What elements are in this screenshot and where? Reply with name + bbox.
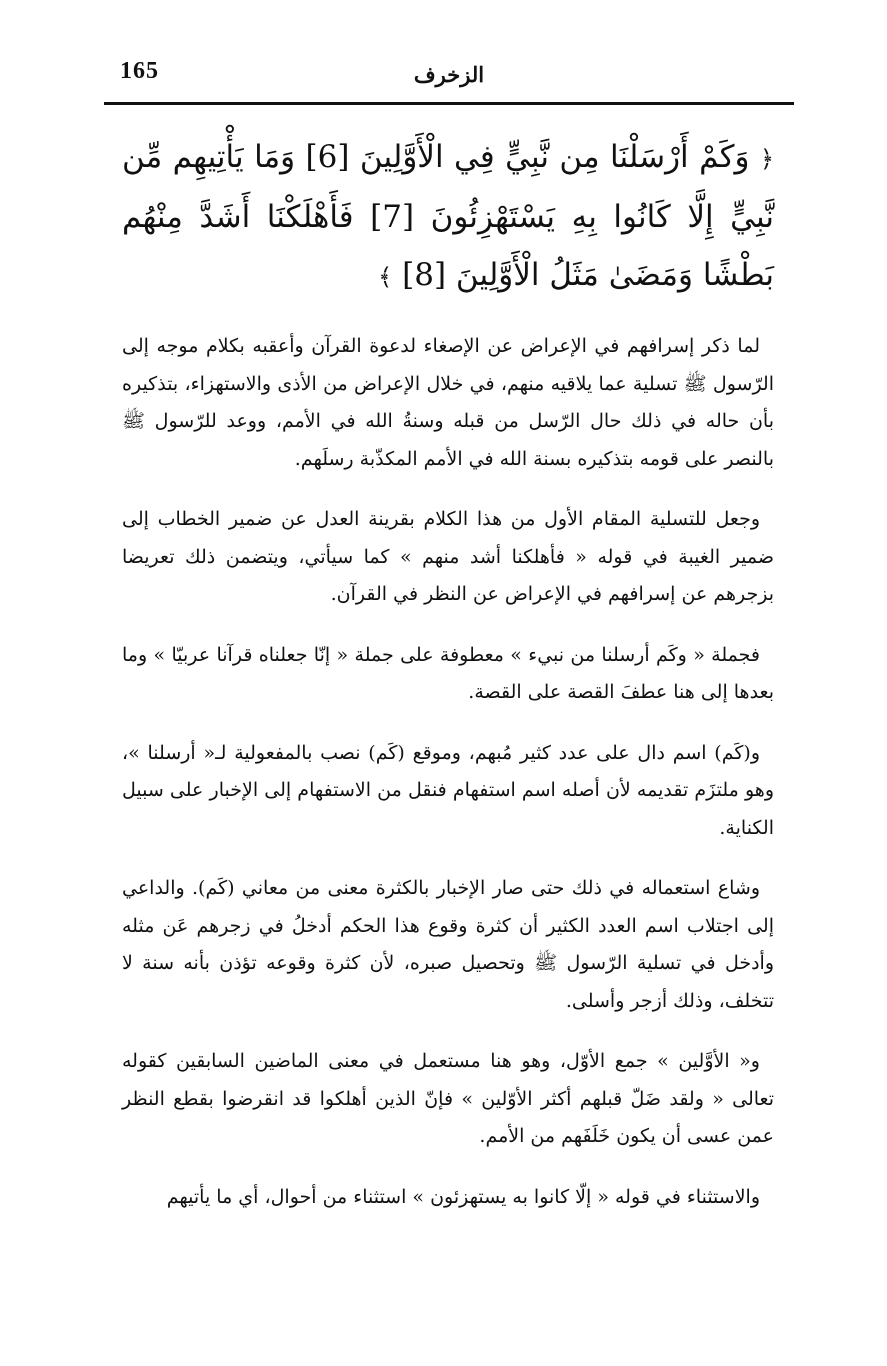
paragraph: لما ذكر إسرافهم في الإعراض عن الإصغاء لدعوة القرآن وأعقبه بكلام موجه إلى الرّسول ﷺ تسلية عما يلاقيه منهم، في خلال الإعراض من الأذى والاستهزاء، بتذكيره بأن حاله في ذلك حال الرّسل من قبله وسنةُ الله في الأمم، ووعد للرّسول ﷺ بالنصر على قومه بتذكيره بسنة الله في الأمم المكذّبة رسلَهم. (122, 335, 774, 470)
header-divider (104, 102, 794, 105)
page-number: 165 (120, 58, 159, 84)
surah-title: الزخرف (413, 62, 485, 87)
verse-close-ornament: ﴾ (378, 263, 393, 291)
verse-text: وَكَمْ أَرْسَلْنَا مِن نَّبِيٍّ فِي الْأَوَّلِينَ [6] وَمَا يَأْتِيهِم مِّن نَّبِيٍّ إِلَّا كَانُوا بِهِ يَسْتَهْزِئُونَ [7] فَأَهْلَكْنَا أَشَدَّ مِنْهُم بَطْشًا وَمَضَىٰ مَثَلُ الْأَوَّلِينَ [8] (122, 139, 774, 293)
paragraph: و(كَم) اسم دال على عدد كثير مُبهم، وموقع (كَم) نصب بالمفعولية لـ« أرسلنا »، وهو ملتزَم تقديمه لأن أصله اسم استفهام فنقل من الاستفهام إلى الإخبار على سبيل الكناية. (122, 741, 774, 839)
quran-verse (122, 128, 774, 306)
paragraph: فجملة « وكَم أرسلنا من نبيء » معطوفة على جملة « إنّا جعلناه قرآنا عربيّا » وما بعدها إلى هنا عطفَ القصة على القصة. (122, 643, 774, 703)
paragraph: و« الأوَّلين » جمع الأوّل، وهو هنا مستعمل في معنى الماضين السابقين كقوله تعالى « ولقد ضَلّ قبلهم أكثر الأوّلين » فإنّ الذين أهلكوا قد انقرضوا بقطع النظر عمن عسى أن يكون خَلَفَهم من الأمم. (122, 1050, 774, 1147)
paragraph: وشاع استعماله في ذلك حتى صار الإخبار بالكثرة معنى من معاني (كَم). والداعي إلى اجتلاب اسم العدد الكثير أن كثرة وقوع هذا الحكم أدخلُ في زجرهم عَن مثله وأدخل في تسلية الرّسول ﷺ وتحصيل صبره، لأن كثرة وقوعه تؤذن بأنه سنة لا تتخلف، وذلك أزجر وأسلى. (122, 877, 774, 1012)
page-header (104, 52, 794, 96)
verse-open-ornament: ﴿ (759, 145, 774, 173)
paragraph: والاستثناء في قوله « إلّا كانوا به يستهزئون » استثناء من أحوال، أي ما يأتيهم (166, 1185, 760, 1208)
commentary-body (122, 328, 774, 1239)
paragraph: وجعل للتسلية المقام الأول من هذا الكلام بقرينة العدل عن ضمير الخطاب إلى ضمير الغيبة في قوله « فأهلكنا أشد منهم » كما سيأتي، ويتضمن ذلك تعريضا بزجرهم عن إسرافهم في الإعراض عن النظر في القرآن. (122, 508, 774, 605)
